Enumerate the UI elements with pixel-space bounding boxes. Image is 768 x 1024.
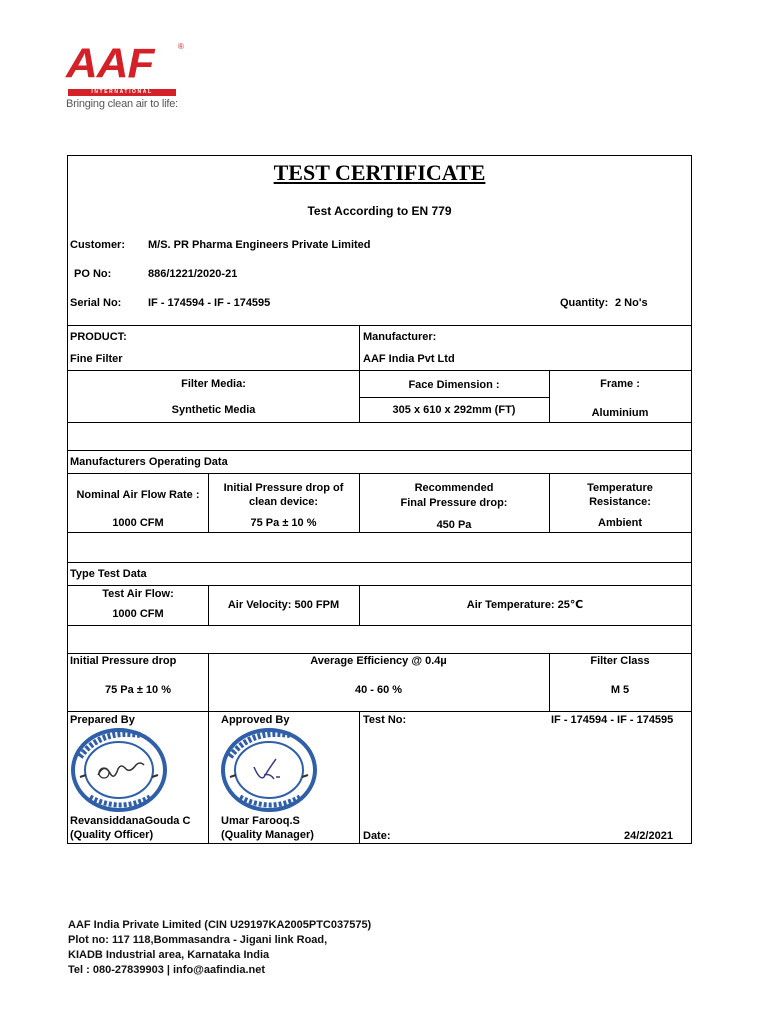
footer-address-line2: KIADB Industrial area, Karnataka India — [68, 949, 270, 961]
approved-by-name: Umar Farooq.S — [221, 815, 300, 827]
frame-value: Aluminium — [591, 407, 649, 419]
type-test-heading: Type Test Data — [70, 568, 147, 580]
customer-value: M/S. PR Pharma Engineers Private Limited — [148, 239, 371, 251]
final-pd-label-line1: Recommended — [414, 482, 494, 494]
approved-by-role: (Quality Manager) — [221, 829, 314, 841]
logo-international-band: INTERNATIONAL — [68, 89, 176, 96]
test-certificate — [67, 155, 692, 844]
final-pd-label-line2: Final Pressure drop: — [400, 497, 508, 509]
certificate-title: TEST CERTIFICATE — [273, 160, 486, 185]
date-value: 24/2/2021 — [624, 830, 673, 842]
manufacturer-value: AAF India Pvt Ltd — [363, 353, 455, 365]
company-logo — [66, 40, 196, 120]
logo-registered-mark: ® — [178, 42, 184, 51]
air-temperature: Air Temperature: 25℃ — [466, 599, 584, 611]
footer-address-line1: Plot no: 117 118,Bommasandra - Jigani link Road, — [68, 934, 328, 946]
filter-class-value: M 5 — [610, 684, 630, 696]
date-label: Date: — [363, 830, 391, 842]
prepared-by-name: RevansiddanaGouda C — [70, 815, 191, 827]
initial-pd-label-line2: clean device: — [248, 496, 319, 508]
logo-wordmark: AAF — [66, 40, 154, 87]
po-value: 886/1221/2020-21 — [148, 268, 238, 280]
approved-by-label: Approved By — [221, 714, 290, 726]
filter-media-value: Synthetic Media — [171, 404, 256, 416]
prepared-by-label: Prepared By — [70, 714, 135, 726]
test-air-flow-label: Test Air Flow: — [102, 588, 174, 600]
operating-data-heading: Manufacturers Operating Data — [70, 456, 228, 468]
product-label: PRODUCT: — [70, 331, 127, 343]
test-air-flow-value: 1000 CFM — [112, 608, 164, 620]
approved-by-stamp — [220, 727, 318, 813]
avg-efficiency-label: Average Efficiency @ 0.4µ — [310, 655, 447, 667]
manufacturer-label: Manufacturer: — [363, 331, 437, 343]
quantity-value: 2 No's — [615, 297, 648, 309]
temperature-value: Ambient — [598, 517, 642, 529]
prepared-by-stamp — [70, 727, 168, 813]
certificate-subtitle: Test According to EN 779 — [307, 204, 452, 218]
footer-company: AAF India Private Limited (CIN U29197KA2005PTC037575) — [68, 919, 372, 931]
company-footer — [68, 918, 371, 978]
final-pd-value: 450 Pa — [436, 519, 472, 531]
result-initial-pd-label: Initial Pressure drop — [70, 655, 177, 667]
footer-contact: Tel : 080-27839903 | info@aafindia.net — [68, 964, 266, 976]
air-velocity: Air Velocity: 500 FPM — [227, 599, 340, 611]
customer-label: Customer: — [70, 239, 126, 251]
serial-value: IF - 174594 - IF - 174595 — [148, 297, 271, 309]
logo-tagline: Bringing clean air to life: — [66, 98, 178, 110]
filter-media-label: Filter Media: — [181, 378, 246, 390]
test-no-value: IF - 174594 - IF - 174595 — [551, 714, 674, 726]
prepared-by-role: (Quality Officer) — [70, 829, 154, 841]
temperature-label-line1: Temperature — [587, 482, 653, 494]
face-dimension-label: Face Dimension : — [408, 379, 500, 391]
result-initial-pd-value: 75 Pa ± 10 % — [105, 684, 171, 696]
temperature-label-line2: Resistance: — [589, 496, 651, 508]
serial-label: Serial No: — [70, 297, 122, 309]
initial-pd-value: 75 Pa ± 10 % — [250, 517, 317, 529]
quantity-label: Quantity: — [560, 297, 609, 309]
test-no-label: Test No: — [363, 714, 407, 726]
face-dimension-value: 305 x 610 x 292mm (FT) — [392, 404, 516, 416]
nominal-flow-label: Nominal Air Flow Rate : — [76, 489, 200, 501]
initial-pd-label-line1: Initial Pressure drop of — [223, 482, 344, 494]
product-value: Fine Filter — [70, 353, 123, 365]
frame-label: Frame : — [600, 378, 640, 390]
po-label: PO No: — [74, 268, 112, 280]
avg-efficiency-value: 40 - 60 % — [354, 684, 403, 696]
nominal-flow-value: 1000 CFM — [112, 517, 164, 529]
filter-class-label: Filter Class — [590, 655, 650, 667]
